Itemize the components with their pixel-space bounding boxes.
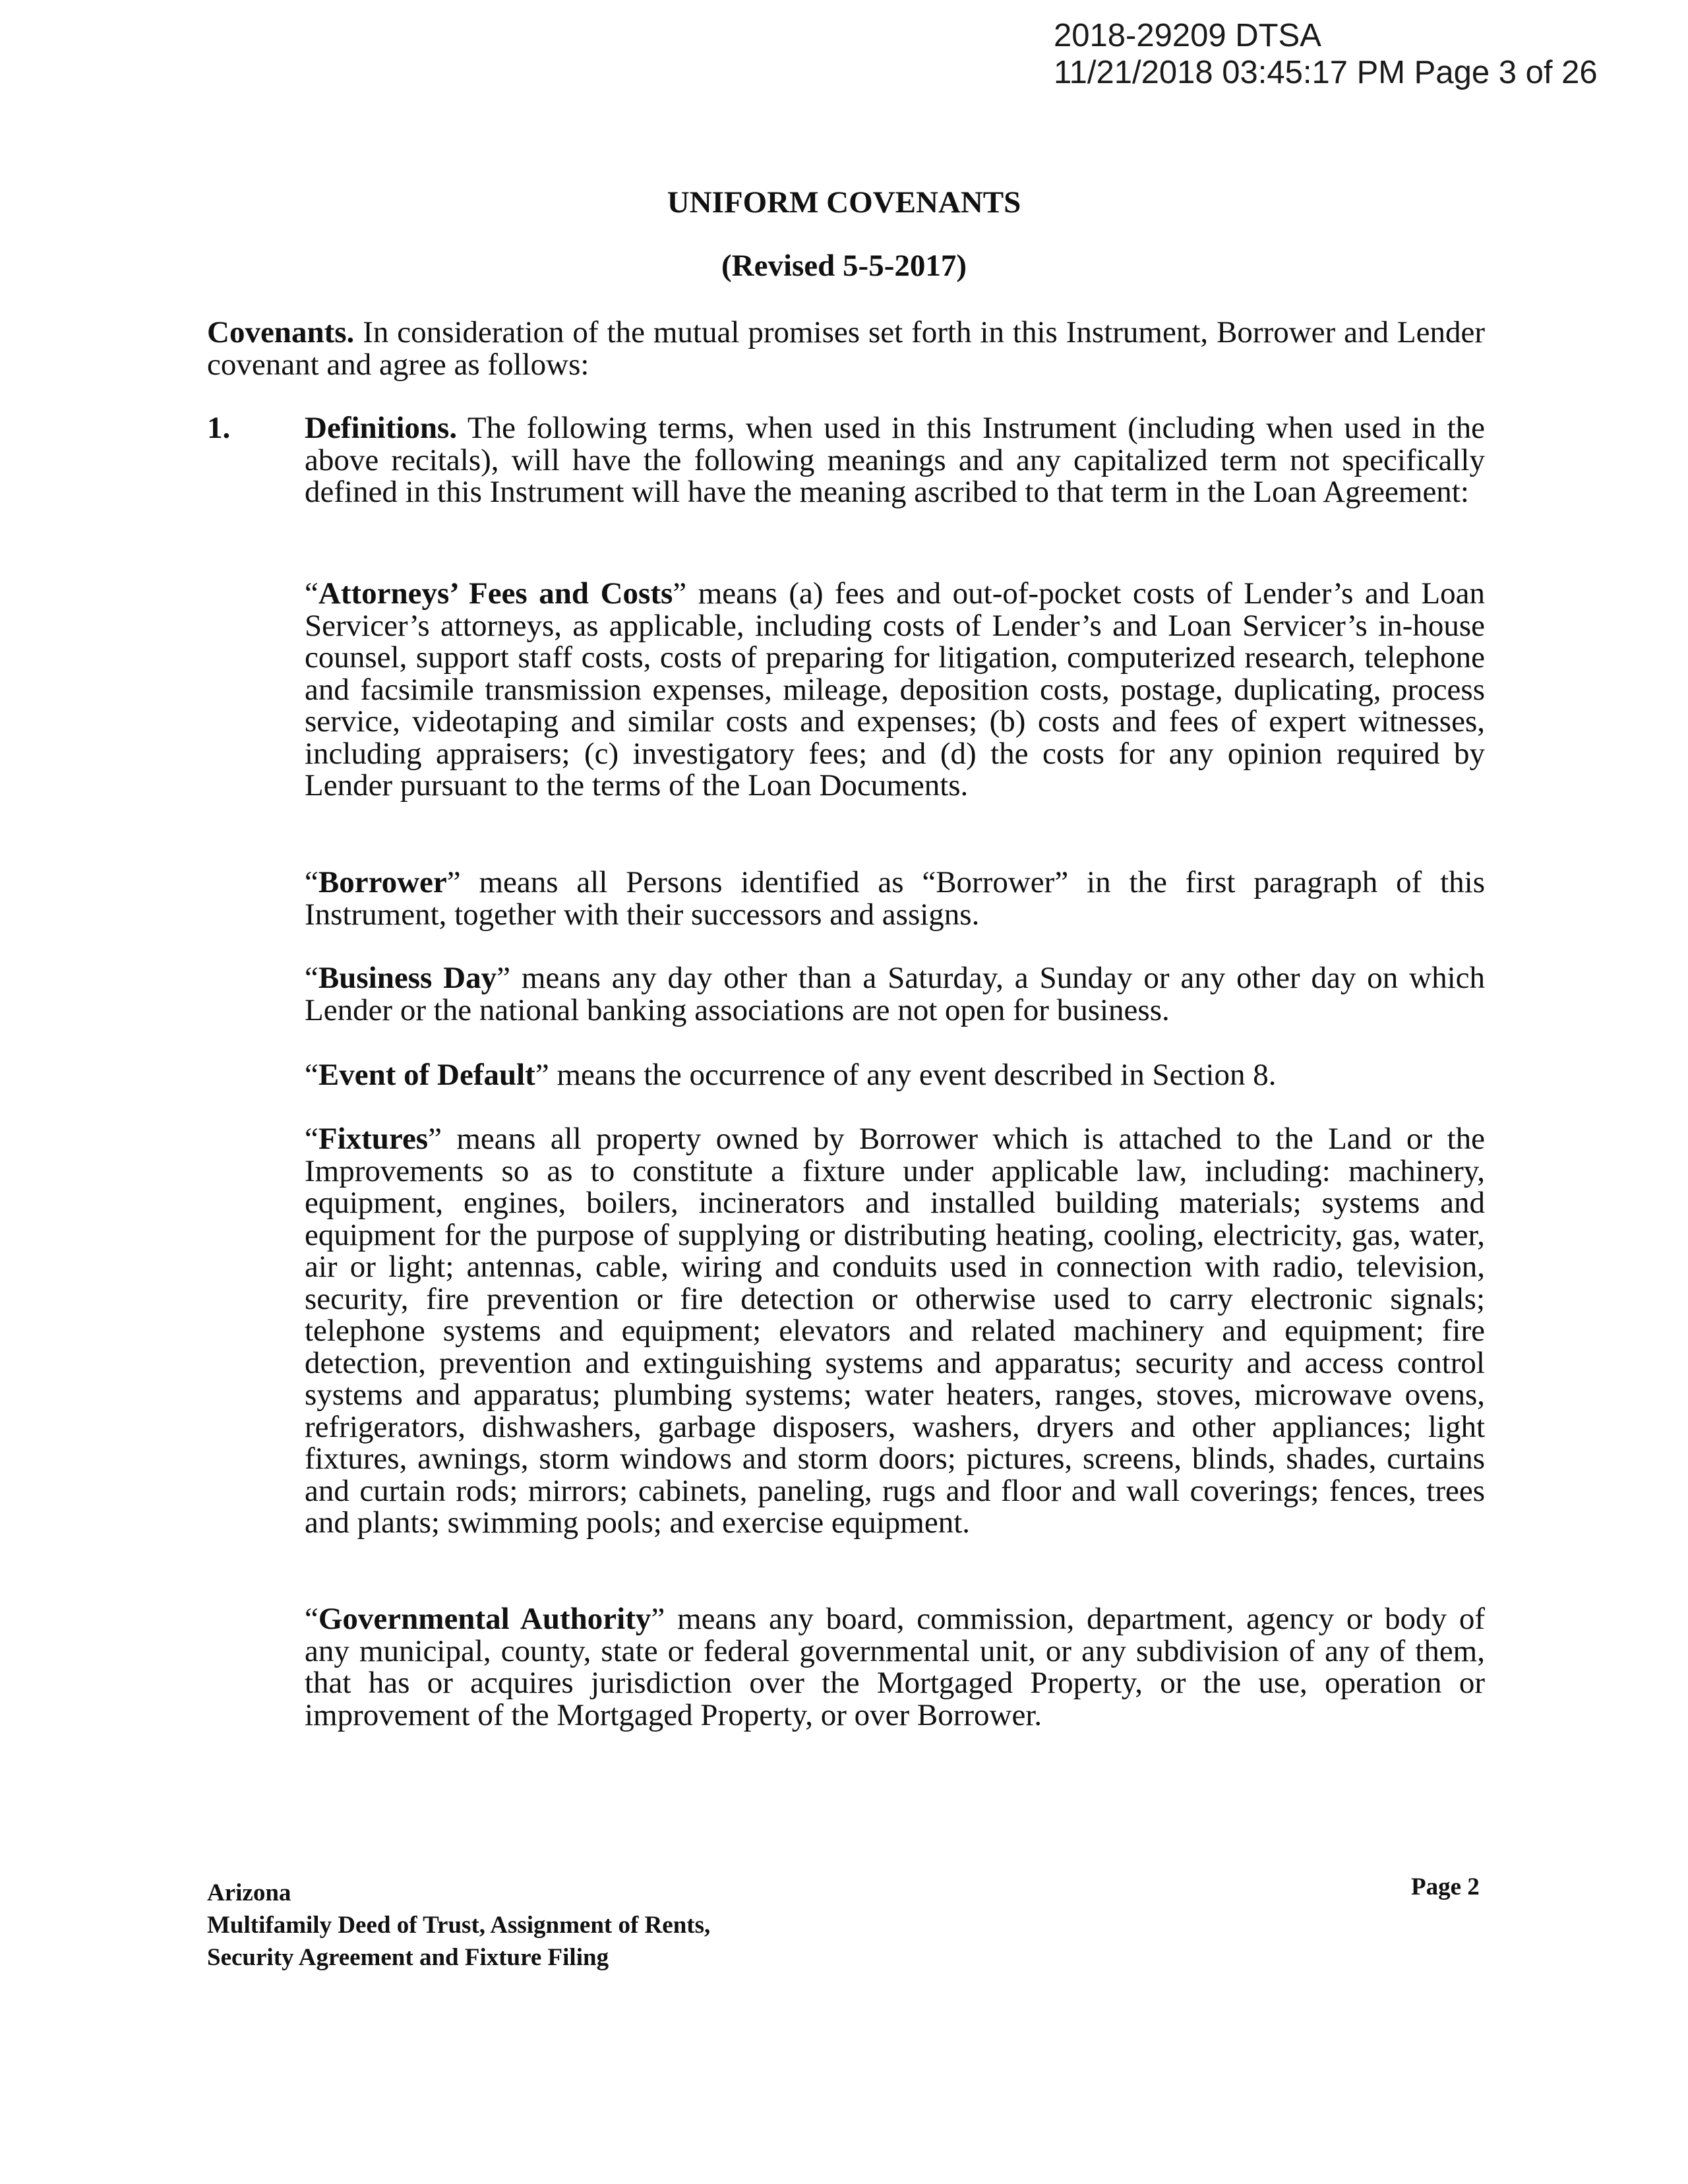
filing-number: 2018-29209 DTSA xyxy=(1054,18,1321,53)
definitions-intro-text: The following terms, when used in this Instrument (including when used in the above recitals), will have the following meanings and any capitalized term not specifically defined in this Instrument will have the meaning ascribed to that term in the Loan Agreement: xyxy=(305,411,1485,509)
definition-term: Business Day xyxy=(318,961,497,995)
definition-text: ” means (a) fees and out-of-pocket costs of Lender’s and Loan Servicer’s attorneys, as applicable, including costs of Lender’s and Loan Servicer’s in-house counsel, support staff costs, costs of preparing for litigation, computerized research, telephone and facsimile transmission expenses, mileage, deposition costs, postage, duplicating, process service, videotaping and similar costs and expenses; (b) costs and fees of expert witnesses, including appraisers; (c) investigatory fees; and (d) the costs for any opinion required by Lender pursuant to the terms of the Loan Documents. xyxy=(305,576,1486,803)
definitions-intro xyxy=(305,412,1485,508)
definition-text: ” means the occurrence of any event described in Section 8. xyxy=(535,1058,1277,1092)
open-quote: “ xyxy=(305,961,318,995)
page-number: Page 2 xyxy=(1411,1873,1480,1900)
definition-borrower xyxy=(305,866,1485,930)
definition-attorneys-fees xyxy=(305,578,1485,802)
filing-stamp xyxy=(1054,17,1598,91)
definition-text: ” means all Persons identified as “Borrower” in the first paragraph of this Instrument, together with their successors and assigns. xyxy=(305,865,1485,932)
definition-business-day xyxy=(305,962,1485,1026)
footer-state: Arizona xyxy=(207,1879,291,1906)
definition-text: ” means all property owned by Borrower which is attached to the Land or the Improvements so as to constitute a fixture under applicable law, including: machinery, equipment, engines, boilers, incinerators and installed building materials; systems and equipment for the purpose of supplying or distributing heating, cooling, electricity, gas, water, air or light; antennas, cable, wiring and conduits used in connection with radio, television, security, fire prevention or fire detection or otherwise used to carry electronic signals; telephone systems and equipment; elevators and related machinery and equipment; fire detection, prevention and extinguishing systems and apparatus; security and access control systems and apparatus; plumbing systems; water heaters, ranges, stoves, microwave ovens, refrigerators, dishwashers, garbage disposers, washers, dryers and other appliances; light fixtures, awnings, storm windows and storm doors; pictures, screens, blinds, shades, curtains and curtain rods; mirrors; cabinets, paneling, rugs and floor and wall coverings; fences, trees and plants; swimming pools; and exercise equipment. xyxy=(305,1122,1485,1540)
definition-term: Attorneys’ Fees and Costs xyxy=(318,576,673,611)
open-quote: “ xyxy=(305,576,318,611)
section-number: 1. xyxy=(207,411,231,445)
definition-governmental-authority xyxy=(305,1603,1485,1731)
document-title: UNIFORM COVENANTS xyxy=(667,185,1021,220)
definition-event-of-default xyxy=(305,1059,1485,1091)
covenants-label: Covenants. xyxy=(207,315,355,349)
covenants-paragraph xyxy=(207,317,1485,380)
definition-term: Fixtures xyxy=(318,1122,429,1156)
filing-timestamp: 11/21/2018 03:45:17 PM Page 3 of 26 xyxy=(1054,55,1598,90)
definition-term: Event of Default xyxy=(318,1058,535,1092)
footer-title-line-2: Security Agreement and Fixture Filing xyxy=(207,1944,609,1971)
definition-fixtures xyxy=(305,1123,1485,1539)
document-revision: (Revised 5-5-2017) xyxy=(721,249,967,283)
open-quote: “ xyxy=(305,865,318,899)
definition-term: Borrower xyxy=(318,865,447,899)
definition-text: ” means any day other than a Saturday, a Sunday or any other day on which Lender or the national banking associations are not open for business. xyxy=(305,961,1486,1027)
open-quote: “ xyxy=(305,1058,318,1092)
footer-document-name xyxy=(207,1877,710,1974)
definitions-label: Definitions. xyxy=(305,411,458,445)
definition-text: ” means any board, commission, department, agency or body of any municipal, county, state or federal governmental unit, or any subdivision of any of them, that has or acquires jurisdiction over the Mortgaged Property, or the use, operation or improvement of the Mortgaged Property, or over Borrower. xyxy=(305,1602,1485,1732)
open-quote: “ xyxy=(305,1122,318,1156)
footer-title-line-1: Multifamily Deed of Trust, Assignment of Rents, xyxy=(207,1912,711,1939)
definition-term: Governmental Authority xyxy=(318,1602,651,1636)
open-quote: “ xyxy=(305,1602,318,1636)
covenants-text: In consideration of the mutual promises set forth in this Instrument, Borrower and Lender covenant and agree as follows: xyxy=(207,315,1485,382)
